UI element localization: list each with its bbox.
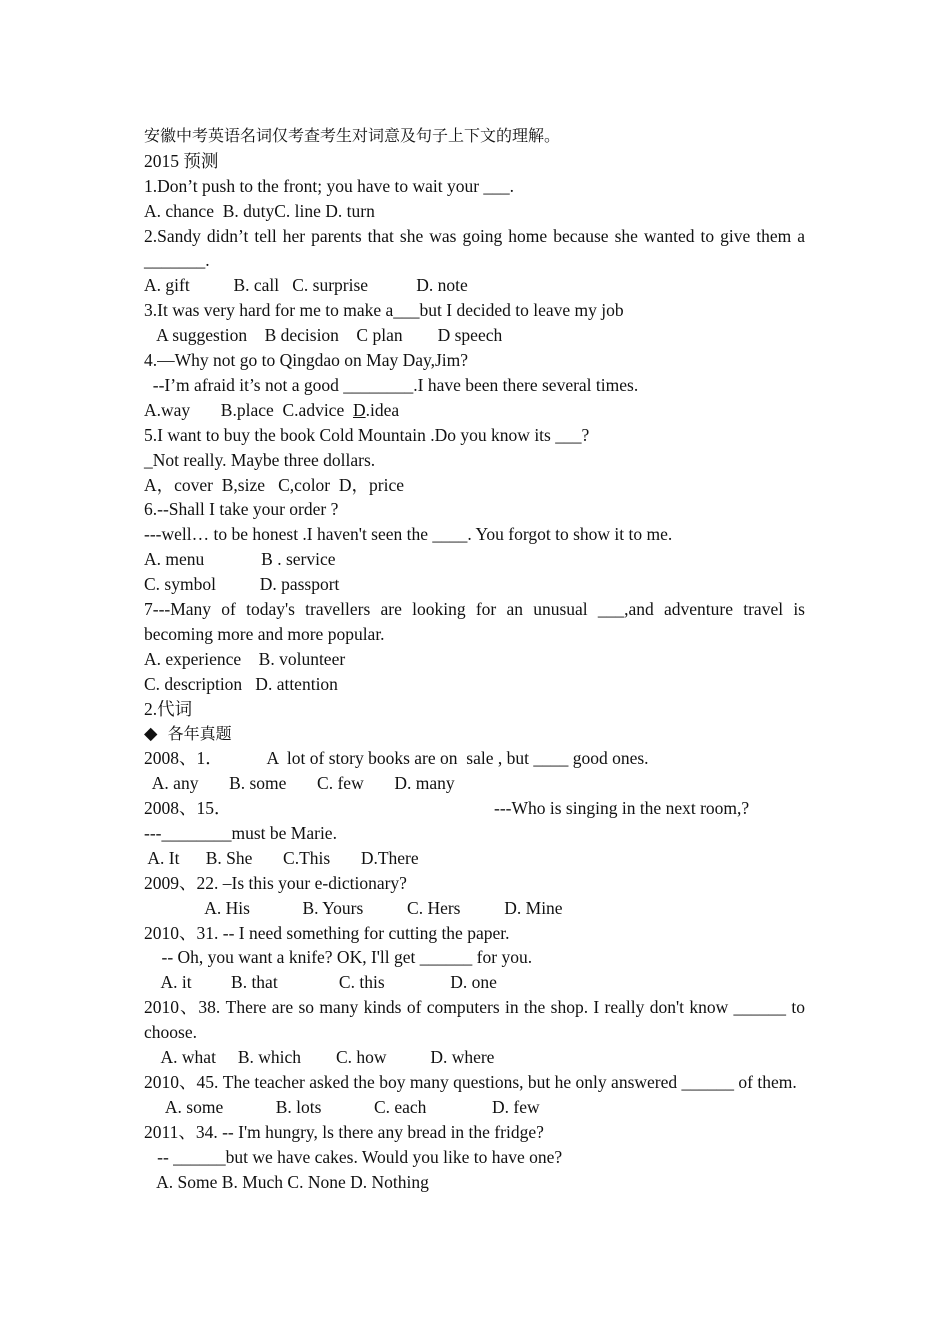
question-2011-34: 2011、34. -- I'm hungry, ls there any bread in the fridge? bbox=[144, 1121, 544, 1142]
question-2008-1-options: A. any B. some C. few D. many bbox=[144, 773, 455, 794]
past-papers-heading bbox=[144, 721, 805, 746]
question-2-options: A. gift B. call C. surprise D. note bbox=[144, 275, 468, 296]
question-2-stem: 2.Sandy didn’t tell her parents that she was going home because she wanted to give them a _______. bbox=[144, 225, 805, 271]
question-2010-45-options: A. some B. lots C. each D. few bbox=[144, 1096, 540, 1117]
question-4-options bbox=[144, 398, 805, 423]
question-6-options-row1: A. menu B . service bbox=[144, 549, 336, 570]
forecast-heading-text: 2015 预测 bbox=[144, 150, 219, 171]
question-2010-45: 2010、45. The teacher asked the boy many questions, but he only answered ______ of them. bbox=[144, 1071, 797, 1092]
question-2008-15-label: 2008、15． bbox=[144, 798, 232, 819]
question-2011-34-reply: -- ______but we have cakes. Would you like to have one? bbox=[144, 1146, 563, 1167]
question-4-option-d-letter: D bbox=[352, 399, 366, 420]
question-2009-22-options: A. His B. Yours C. Hers D. Mine bbox=[144, 897, 563, 918]
question-6-reply: ---well… to be honest .I haven't seen the ____. You forgot to show it to me. bbox=[144, 524, 673, 545]
question-2011-34-options: A. Some B. Much C. None D. Nothing bbox=[144, 1171, 429, 1192]
past-papers-heading-text: 各年真题 bbox=[157, 724, 232, 744]
question-2010-38: 2010、38. There are so many kinds of computers in the shop. I really don't know ______ to choose. bbox=[144, 997, 805, 1043]
question-2010-38-options: A. what B. which C. how D. where bbox=[144, 1047, 495, 1068]
intro-line: 安徽中考英语名词仅考查考生对词意及句子上下文的理解。 bbox=[144, 126, 561, 145]
question-4-stem: 4.—Why not go to Qingdao on May Day,Jim? bbox=[144, 350, 469, 371]
question-1-options: A. chance B. dutyC. line D. turn bbox=[144, 200, 375, 221]
document-body bbox=[144, 124, 805, 1194]
question-2010-31-options: A. it B. that C. this D. one bbox=[144, 972, 497, 993]
question-6-options-row2: C. symbol D. passport bbox=[144, 574, 340, 595]
question-7-stem: 7---Many of today's travellers are looking for an unusual ___,and adventure travel is becoming more and more popular. bbox=[144, 598, 805, 644]
question-4-options-abc: A.way B.place C.advice bbox=[144, 399, 353, 420]
question-2010-31: 2010、31. -- I need something for cutting the paper. bbox=[144, 922, 510, 943]
question-4-reply: --I’m afraid it’s not a good ________.I have been there several times. bbox=[144, 374, 639, 395]
section-2-heading: 2.代词 bbox=[144, 698, 193, 719]
question-2010-31-reply: -- Oh, you want a knife? OK, I'll get ______ for you. bbox=[144, 947, 533, 968]
question-2009-22: 2009、22. –Is this your e-dictionary? bbox=[144, 872, 407, 893]
question-2008-15-reply: ---________must be Marie. bbox=[144, 823, 337, 843]
diamond-bullet-icon: ◆ bbox=[144, 723, 158, 744]
question-4-option-d-text: .idea bbox=[365, 399, 400, 420]
question-2008-15-options: A. It B. She C.This D.There bbox=[144, 847, 419, 868]
question-3-stem: 3.It was very hard for me to make a___but I decided to leave my job bbox=[144, 300, 624, 321]
question-1-stem: 1.Don’t push to the front; you have to wait your ___. bbox=[144, 175, 515, 196]
question-3-options: A suggestion B decision C plan D speech bbox=[144, 325, 503, 346]
question-5-reply: _Not really. Maybe three dollars. bbox=[144, 449, 376, 470]
question-2008-1: 2008、1． A lot of story books are on sale , but ____ good ones. bbox=[144, 748, 649, 769]
question-6-stem: 6.--Shall I take your order ? bbox=[144, 499, 339, 520]
question-2008-15 bbox=[144, 796, 805, 821]
question-7-options-row2: C. description D. attention bbox=[144, 673, 338, 694]
forecast-heading bbox=[144, 149, 805, 174]
question-2008-15-text: ---Who is singing in the next room,? bbox=[494, 798, 750, 819]
question-7-options-row1: A. experience B. volunteer bbox=[144, 648, 346, 669]
question-5-stem: 5.I want to buy the book Cold Mountain .Do you know its ___? bbox=[144, 424, 590, 445]
question-5-options: A，cover B,size C,color D，price bbox=[144, 474, 404, 495]
